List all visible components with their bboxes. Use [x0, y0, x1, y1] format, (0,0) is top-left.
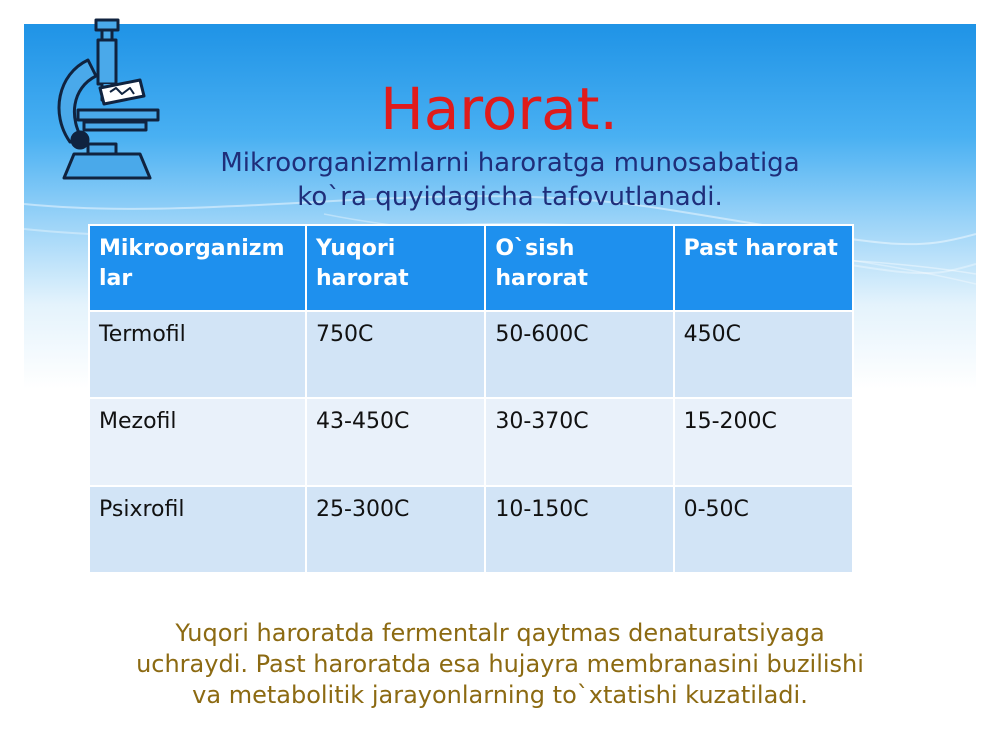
table-cell: 30-370C — [485, 398, 673, 485]
header-microorganisms: Mikroorganizm lar — [89, 225, 306, 311]
table-cell: 15-200C — [674, 398, 853, 485]
table-cell: Psixrofil — [89, 486, 306, 573]
table-cell: 750C — [306, 311, 485, 398]
table-cell: 50-600C — [485, 311, 673, 398]
footer-line: Yuqori haroratda fermentalr qaytmas denaturatsiyaga — [175, 619, 825, 647]
table-cell: 43-450C — [306, 398, 485, 485]
subtitle-line: Mikroorganizmlarni haroratga munosabatiga — [220, 148, 800, 178]
header-growth-temperature: O`sish harorat — [485, 225, 673, 311]
header-high-temperature: Yuqori harorat — [306, 225, 485, 311]
table-cell: 10-150C — [485, 486, 673, 573]
table-row — [89, 311, 853, 398]
subtitle-line: ko`ra quyidagicha tafovutlanadi. — [297, 182, 723, 212]
footer-note — [60, 618, 940, 711]
table-cell: 25-300C — [306, 486, 485, 573]
header-low-temperature: Past harorat — [674, 225, 853, 311]
table-row — [89, 486, 853, 573]
footer-line: va metabolitik jarayonlarning to`xtatishi kuzatiladi. — [192, 681, 808, 709]
slide-title: Harorat. — [380, 75, 618, 143]
table-cell: Mezofil — [89, 398, 306, 485]
table-cell: Termofil — [89, 311, 306, 398]
table-cell: 450C — [674, 311, 853, 398]
table-header-row — [89, 225, 853, 311]
temperature-table — [88, 224, 854, 574]
table-row — [89, 398, 853, 485]
slide-subtitle — [180, 146, 840, 214]
table-cell: 0-50C — [674, 486, 853, 573]
footer-line: uchraydi. Past haroratda esa hujayra membranasini buzilishi — [136, 650, 864, 678]
